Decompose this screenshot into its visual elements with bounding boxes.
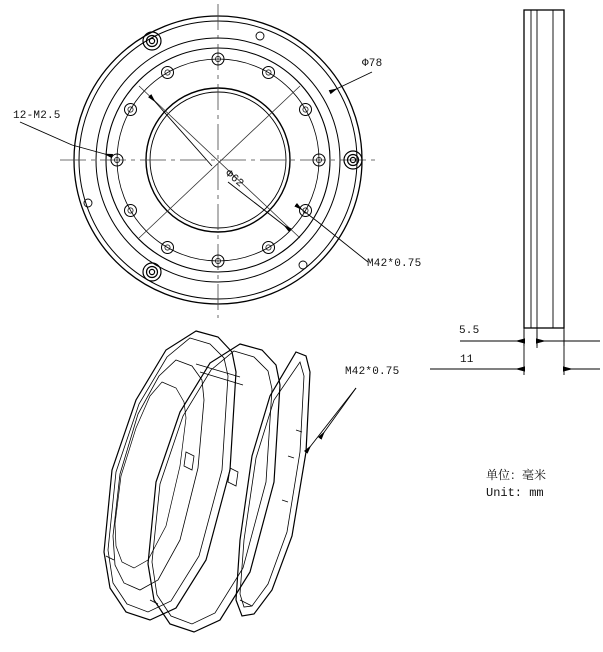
iso-view-exploded-pair xyxy=(104,331,280,632)
iso-view-leaders xyxy=(306,388,356,452)
side-view-dimension-lines xyxy=(430,330,600,375)
units-note xyxy=(486,466,546,502)
label-thread-spec: M42*0.75 xyxy=(367,258,422,270)
units-note-cn: 单位：毫米 xyxy=(486,468,547,482)
label-outer-diameter: Φ78 xyxy=(362,58,383,70)
units-note-en: Unit: mm xyxy=(486,486,544,500)
front-view-leaders xyxy=(20,72,372,262)
side-view-geometry xyxy=(524,10,564,346)
dimension-11: 11 xyxy=(460,354,474,366)
label-thread-spec-iso: M42*0.75 xyxy=(345,366,400,378)
label-12-m2.5: 12-M2.5 xyxy=(13,110,61,122)
front-view-geometry xyxy=(60,4,378,318)
label-bore-diameter: Φ62 xyxy=(222,168,246,191)
dimension-5-5: 5.5 xyxy=(459,325,480,337)
